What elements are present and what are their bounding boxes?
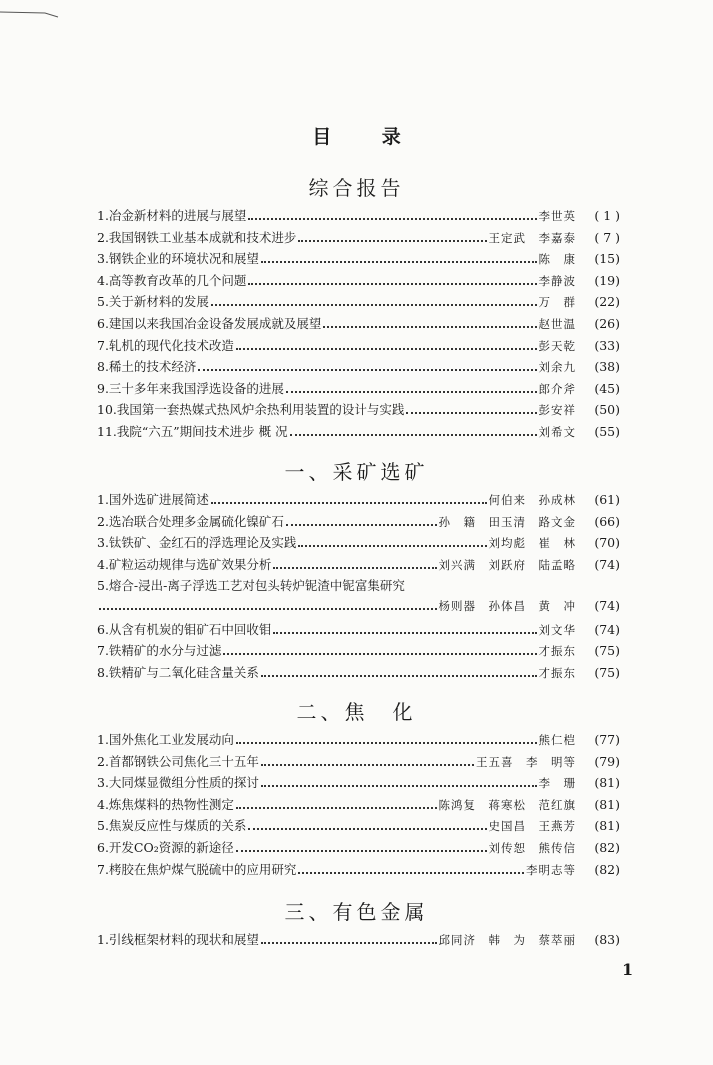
toc-entry-page: (50) xyxy=(594,402,620,418)
toc-entry-page: (74) xyxy=(594,621,620,637)
toc-entry xyxy=(97,816,620,834)
toc-entry xyxy=(97,860,620,878)
toc-entry-title: 3.大同煤显微组分性质的探讨 xyxy=(97,775,259,791)
toc-entry-authors: 刘余九 xyxy=(538,360,576,375)
toc-entry-authors: 赵世温 xyxy=(538,317,576,331)
toc-entry xyxy=(97,422,620,440)
toc-entry-page: (74) xyxy=(594,598,620,613)
toc-entry-title: 2.选冶联合处理多金属硫化镍矿石 xyxy=(97,513,284,529)
toc-entry-title: 11.我院“六五”期间技术进步 概 况 xyxy=(97,424,288,439)
toc-entry-page: (38) xyxy=(594,359,620,375)
dot-leader xyxy=(236,733,537,744)
toc-entry xyxy=(97,314,620,332)
toc-entry-title: 5.关于新材料的发展 xyxy=(97,294,209,310)
toc-entry-authors: 才振东 xyxy=(538,644,576,659)
toc-entry-title: 10.我国第一套热媒式热风炉余热利用装置的设计与实践 xyxy=(97,402,405,418)
toc-entry-page: ( 1 ) xyxy=(594,208,620,223)
toc-entry-page: (15) xyxy=(594,251,620,267)
toc-entry xyxy=(97,663,620,681)
toc-entry xyxy=(97,292,620,310)
toc-entry-authors: 陈鸿复 蒋寒松 范红旗 xyxy=(438,797,576,812)
toc-entry-page: (75) xyxy=(594,664,620,680)
toc-entry xyxy=(97,357,620,375)
toc-entry-page: (66) xyxy=(594,513,620,529)
dot-leader xyxy=(273,558,436,569)
toc-entry-title: 6.从含有机炭的钼矿石中回收钼 xyxy=(97,621,272,637)
dot-leader xyxy=(298,536,486,547)
toc-entry-title: 6.开发CO₂资源的新途径 xyxy=(97,840,234,855)
toc-entry xyxy=(97,490,620,508)
toc-entry-authors: 李世英 xyxy=(538,209,576,223)
toc-entry-title: 4.矿粒运动规律与选矿效果分析 xyxy=(97,556,272,572)
toc-entry-page: (79) xyxy=(594,753,620,769)
section-title: 三、有色金属 xyxy=(284,900,429,924)
toc-entry-title: 3.钛铁矿、金红石的浮选理论及实践 xyxy=(97,535,297,551)
toc-entry-title: 4.高等教育改革的几个问题 xyxy=(97,272,247,288)
toc-entry-page: (82) xyxy=(594,861,620,877)
toc-entry-authors: 刘文华 xyxy=(538,622,576,637)
toc-entry-page: (81) xyxy=(594,818,620,834)
dot-leader xyxy=(286,515,437,526)
toc-entry xyxy=(97,838,620,856)
dot-leader xyxy=(248,819,486,830)
toc-entry-title: 7.铁精矿的水分与过滤 xyxy=(97,643,222,659)
toc-entry xyxy=(97,752,620,770)
toc-entry-authors: 史国昌 王燕芳 xyxy=(488,819,576,834)
toc-entry xyxy=(97,773,620,791)
section-title: 一、采矿选矿 xyxy=(284,460,429,484)
toc-entry-authors: 王定武 李嘉泰 xyxy=(488,230,576,245)
dot-leader xyxy=(290,425,537,436)
toc-entry-authors: 李明志等 xyxy=(526,862,576,877)
dot-leader xyxy=(211,295,537,306)
dot-leader xyxy=(323,317,536,328)
toc-entry-title: 8.铁精矿与二氧化硅含量关系 xyxy=(97,664,259,680)
dot-leader xyxy=(223,644,536,655)
toc-entry xyxy=(97,271,620,289)
toc-entry-title: 1.国外焦化工业发展动向 xyxy=(97,732,234,747)
dot-leader xyxy=(286,382,537,393)
dot-leader xyxy=(406,403,536,414)
dot-leader xyxy=(261,933,437,944)
toc-entry-page: (75) xyxy=(594,643,620,659)
toc-entry-authors: 刘希文 xyxy=(538,425,576,439)
toc-entry xyxy=(97,555,620,573)
toc-entry-page: (83) xyxy=(594,932,620,947)
dot-leader xyxy=(236,798,437,809)
dot-leader xyxy=(248,274,536,285)
toc-entry xyxy=(97,730,620,748)
dot-leader xyxy=(236,339,537,350)
toc-entry-page: (61) xyxy=(594,492,620,507)
toc-entry-title: 1.国外选矿进展简述 xyxy=(97,492,209,507)
toc-entry-title: 7.轧机的现代化技术改造 xyxy=(97,337,234,353)
toc-entry-page: (55) xyxy=(594,424,620,439)
toc-entry-authors: 李静波 xyxy=(538,273,576,288)
toc-entry-authors: 彭安祥 xyxy=(538,403,576,418)
toc-entry-title: 2.首都钢铁公司焦化三十五年 xyxy=(97,753,259,769)
toc-entry xyxy=(97,795,620,813)
toc-entry-page: (26) xyxy=(594,316,620,331)
dot-leader xyxy=(261,252,537,263)
toc-entry-title: 5.熔合-浸出-离子浮选工艺对包头转炉铌渣中铌富集研究 xyxy=(97,578,405,594)
toc-entry-title: 9.三十多年来我国浮选设备的进展 xyxy=(97,380,284,396)
toc-entry-authors: 彭天乾 xyxy=(538,338,576,353)
toc-entry-page: (22) xyxy=(594,294,620,310)
toc-entry-authors: 杨则器 孙体昌 黄 冲 xyxy=(438,599,576,613)
toc-entry-authors: 陈 康 xyxy=(538,252,576,267)
toc-entry-page: (81) xyxy=(594,796,620,812)
toc-entry-title: 2.我国钢铁工业基本成就和技术进步 xyxy=(97,229,297,245)
toc-entry-page: (74) xyxy=(594,556,620,572)
toc-entry-page: (77) xyxy=(594,732,620,747)
dot-leader xyxy=(99,599,437,610)
toc-entry-authors: 王五喜 李 明等 xyxy=(476,754,576,769)
dot-leader xyxy=(273,623,536,634)
toc-entry xyxy=(97,533,620,551)
dot-leader xyxy=(261,776,537,787)
toc-entry-authors: 熊仁桤 xyxy=(538,733,576,747)
toc-entry-authors: 郎介斧 xyxy=(538,381,576,396)
toc-entry xyxy=(97,641,620,659)
page-number: 1 xyxy=(622,960,634,979)
dot-leader xyxy=(261,666,537,677)
toc-entry-page: (45) xyxy=(594,380,620,396)
toc-entry xyxy=(97,930,620,948)
toc-entry xyxy=(97,620,620,638)
toc-entry xyxy=(97,379,620,397)
toc-entry-authors: 刘均彪 崔 林 xyxy=(488,536,576,551)
toc-entry-authors: 刘兴满 刘跃府 陆孟略 xyxy=(438,557,576,572)
toc-entry xyxy=(97,336,620,354)
toc-entry-authors: 才振东 xyxy=(538,665,576,680)
toc-entry xyxy=(97,512,620,530)
dot-leader xyxy=(298,231,486,242)
toc-entry-page: (82) xyxy=(594,840,620,855)
page-title: 目 录 xyxy=(312,126,423,148)
dot-leader xyxy=(211,493,487,504)
toc-entry-page: ( 7 ) xyxy=(594,229,620,245)
toc-entry-title: 6.建国以来我国冶金设备发展成就及展望 xyxy=(97,316,322,331)
dot-leader xyxy=(198,360,536,371)
toc-entry-page: (70) xyxy=(594,535,620,551)
section-title: 二、焦 化 xyxy=(296,700,417,724)
dot-leader xyxy=(298,863,524,874)
toc-entry-authors: 邱同济 韩 为 蔡萃丽 xyxy=(438,933,576,947)
toc-entry-title: 5.焦炭反应性与煤质的关系 xyxy=(97,818,247,834)
toc-entry-authors: 刘传恕 熊传信 xyxy=(488,841,576,855)
toc-entry xyxy=(97,400,620,418)
toc-entry-authors: 何伯来 孙成林 xyxy=(488,493,576,507)
toc-entry-title: 7.栲胶在焦炉煤气脱硫中的应用研究 xyxy=(97,861,297,877)
toc-entry-page: (19) xyxy=(594,272,620,288)
scan-artifact-line xyxy=(0,8,60,18)
toc-entry-page: (33) xyxy=(594,337,620,353)
section-title: 综合报告 xyxy=(308,176,405,200)
toc-entry-title: 1.引线框架材料的现状和展望 xyxy=(97,932,259,947)
toc-entry-title: 3.钢铁企业的环境状况和展望 xyxy=(97,251,259,267)
dot-leader xyxy=(261,755,474,766)
toc-entry-title: 8.稀土的技术经济 xyxy=(97,359,197,375)
toc-entry-authors: 万 群 xyxy=(538,295,576,310)
toc-entry-page: (81) xyxy=(594,775,620,791)
toc-entry-authors: 李 珊 xyxy=(538,776,576,791)
toc-entry-title: 1.冶金新材料的进展与展望 xyxy=(97,208,247,223)
toc-entry-authors: 孙 籍 田玉清 路文金 xyxy=(438,514,576,529)
dot-leader xyxy=(236,841,487,852)
toc-entry xyxy=(97,249,620,267)
dot-leader xyxy=(248,209,536,220)
toc-entry xyxy=(97,598,620,616)
toc-entry xyxy=(97,206,620,224)
toc-entry xyxy=(97,228,620,246)
toc-entry-title: 4.炼焦煤料的热物性测定 xyxy=(97,796,234,812)
